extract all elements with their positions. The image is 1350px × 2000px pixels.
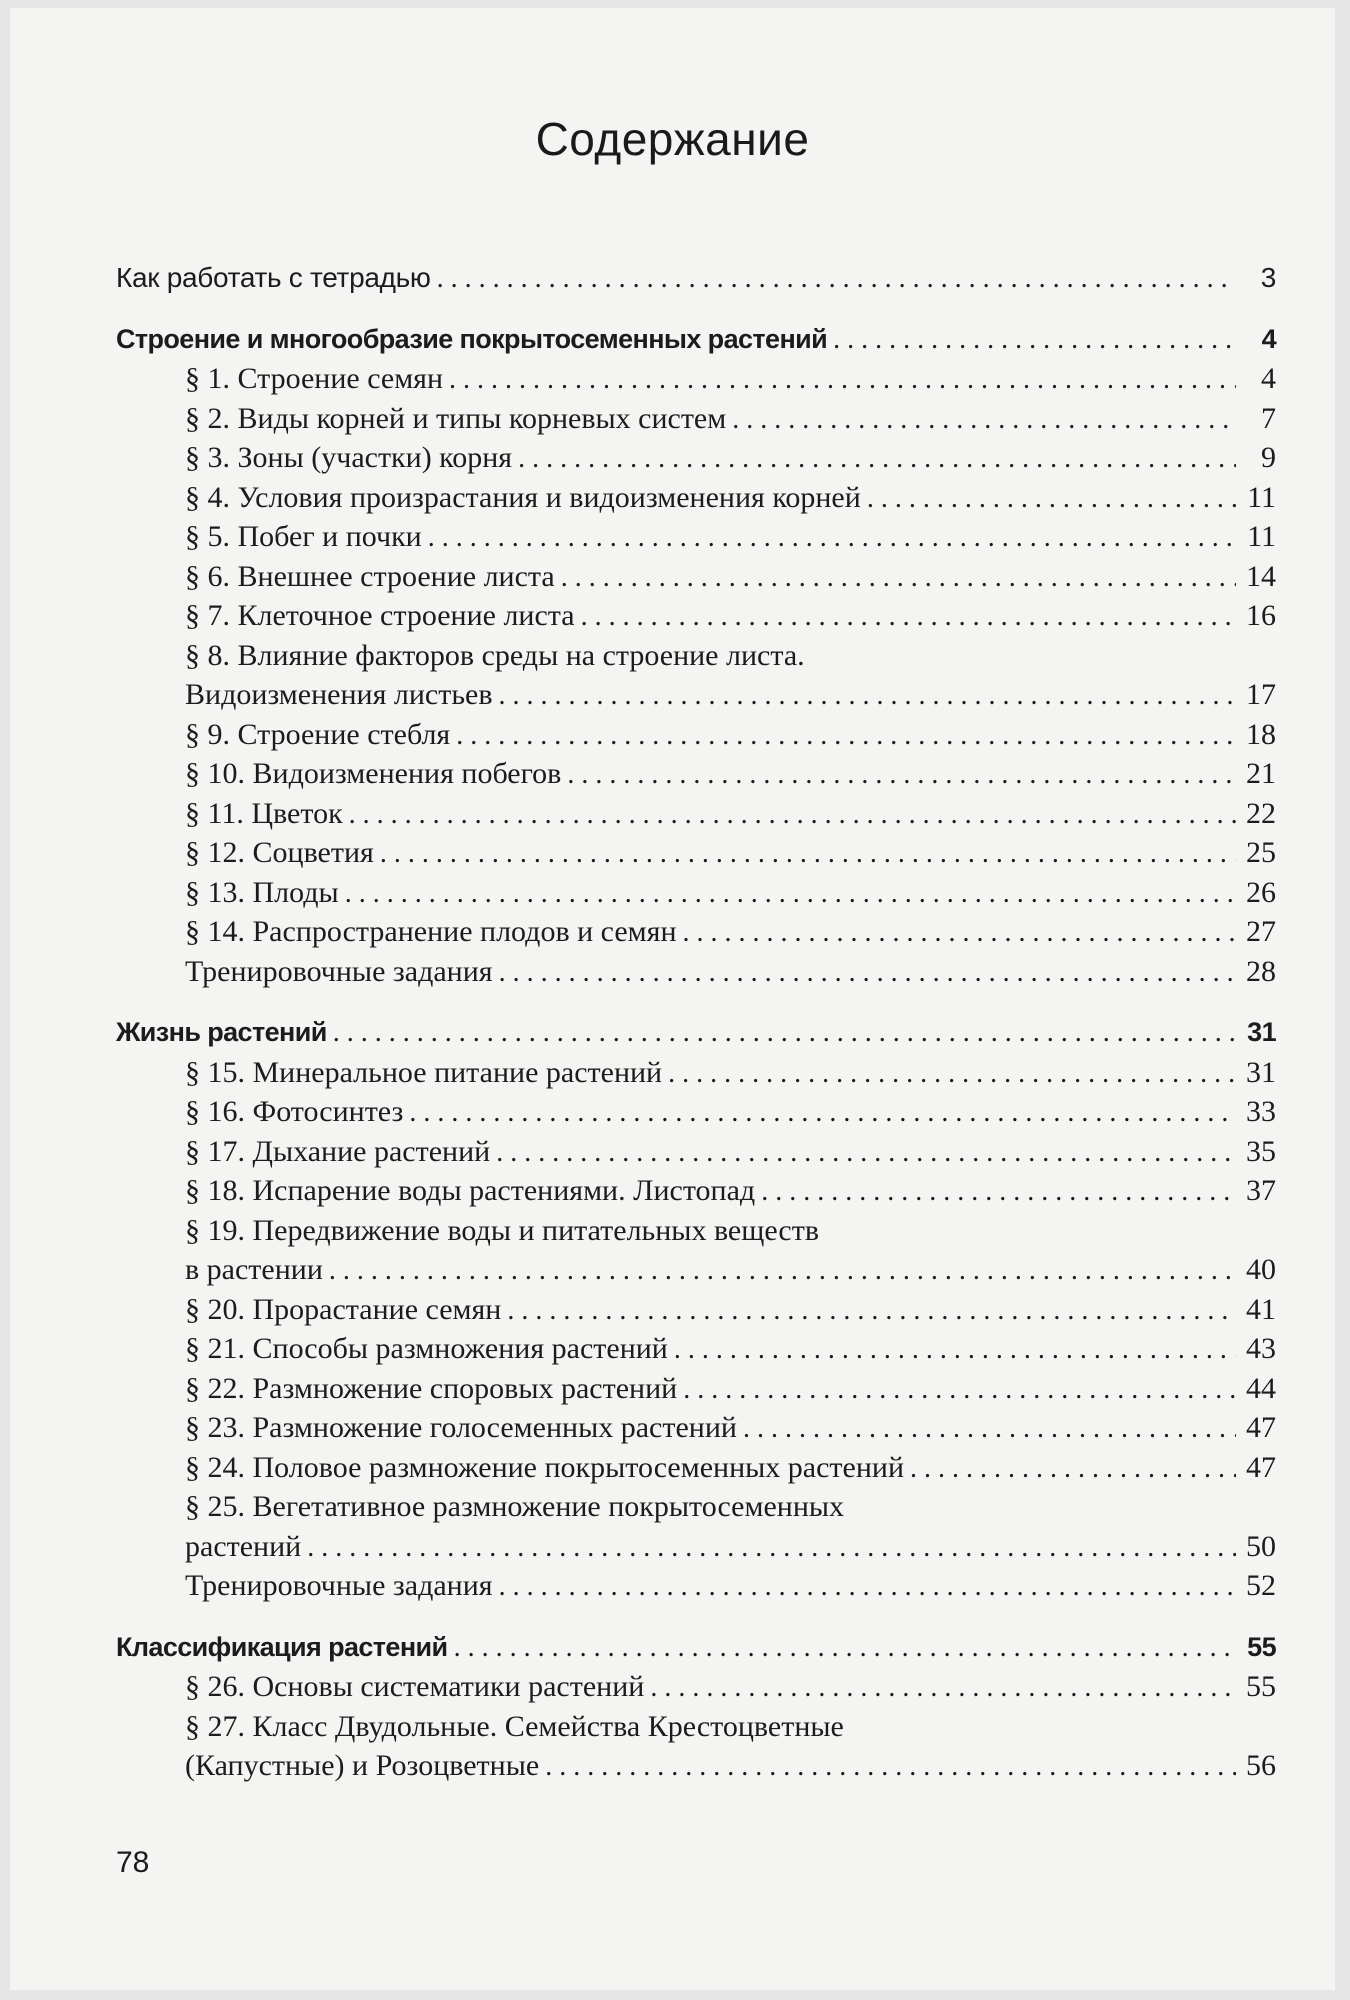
leader-dots [561,558,1236,598]
toc-entry[interactable] [116,1092,1276,1132]
toc-entry-page: 35 [1246,1134,1276,1168]
leader-dots [507,1291,1236,1331]
toc-entry-page: 21 [1246,757,1276,790]
leader-dots [518,439,1236,479]
leader-dots [650,1668,1236,1708]
leader-dots [867,479,1236,519]
toc-entry-continuation[interactable] [116,1746,1276,1786]
leader-dots [833,320,1236,360]
toc-entry-text: § 24. Половое размножение покрытосеменных растений [185,1450,905,1484]
toc-entry-page: 31 [1246,1055,1276,1089]
toc-entry-text: § 7. Клеточное строение листа [185,599,575,632]
toc-entry-text: § 27. Класс Двудольные. Семейства Крестоцветные [185,1709,844,1743]
toc-entry[interactable] [116,1211,1276,1251]
toc-entry-page: 17 [1246,678,1276,711]
section-heading-text: Строение и многообразие покрытосеменных растений [116,323,828,354]
toc-entry-text: § 12. Соцветия [185,836,374,869]
toc-entry[interactable] [116,715,1276,755]
toc-entry-text: § 22. Размножение споровых растений [185,1371,678,1405]
page-number: 78 [116,1846,150,1879]
toc-entry[interactable] [116,1132,1276,1172]
toc-entry[interactable] [116,596,1276,636]
toc-entry-page: 22 [1246,796,1276,830]
toc-entry-text: Тренировочные задания [185,1569,493,1602]
section-heading-page: 31 [1247,1017,1276,1047]
toc-entry-text: § 10. Видоизменения побегов [185,757,562,790]
toc-entry-text: § 1. Строение семян [185,362,444,395]
toc-entry[interactable] [116,1707,1276,1747]
toc-entry-page: 14 [1246,559,1276,593]
toc-entry-text: § 19. Передвижение воды и питательных веществ [185,1213,819,1247]
leader-dots [683,1370,1236,1410]
toc-entry-text: в растении [185,1253,323,1286]
toc-entry-text: § 4. Условия произрастания и видоизменения корней [185,480,861,514]
leader-dots [456,716,1236,756]
leader-dots [496,1133,1236,1173]
leader-dots [454,1628,1236,1668]
toc-entry[interactable] [116,517,1276,557]
leader-dots [307,1528,1236,1568]
toc-entry-page: 33 [1246,1095,1276,1128]
toc-entry-text: § 21. Способы размножения растений [185,1332,668,1365]
toc-entry-text: (Капустные) и Розоцветные [185,1749,540,1782]
page-title: Содержание [535,113,810,165]
leader-dots [743,1409,1236,1449]
toc-entry-text: Тренировочные задания [185,954,493,988]
leader-dots [545,1747,1236,1787]
toc-entry-continuation[interactable] [116,1527,1276,1567]
leader-dots [349,795,1236,835]
toc-entry[interactable] [116,1329,1276,1369]
toc-entry-page: 37 [1246,1174,1276,1207]
toc-entry-text: § 16. Фотосинтез [185,1095,404,1128]
toc-entry-page: 11 [1247,480,1276,514]
leader-dots [683,913,1237,953]
toc-entry[interactable] [116,1487,1276,1527]
toc-entry-text: Как работать с тетрадью [116,262,431,293]
toc-entry-page: 27 [1246,915,1276,948]
toc-entry-page: 47 [1246,1411,1276,1444]
leader-dots [380,834,1236,874]
toc-entry-text: § 17. Дыхание растений [185,1134,491,1168]
toc-entry-continuation[interactable] [116,675,1276,715]
toc-entry[interactable] [116,399,1276,439]
toc-entry-page: 50 [1246,1529,1276,1563]
section-heading-page: 4 [1261,323,1276,354]
toc-entry[interactable] [116,1667,1276,1707]
leader-dots [499,953,1236,993]
toc-entry-text: § 20. Прорастание семян [185,1292,502,1326]
toc-entry[interactable] [116,1369,1276,1409]
toc-entry[interactable] [116,1053,1276,1093]
section-heading-text: Жизнь растений [116,1017,327,1047]
section-heading[interactable] [116,1013,1276,1053]
toc-entry-page: 28 [1246,954,1276,988]
toc-entry-text: § 14. Распространение плодов и семян [185,915,677,948]
leader-dots [674,1330,1236,1370]
leader-dots [499,1567,1236,1607]
toc-entry[interactable] [116,952,1276,992]
toc-entry[interactable] [116,636,1276,676]
toc-entry-page: 55 [1246,1670,1276,1703]
document-page [10,8,1335,1990]
toc-entry-continuation[interactable] [116,1250,1276,1290]
toc-entry-page: 40 [1246,1253,1276,1286]
toc-entry-page: 18 [1246,717,1276,751]
toc-entry[interactable] [116,873,1276,913]
toc-entry-text: § 9. Строение стебля [185,717,451,751]
section-heading-text: Классификация растений [116,1631,448,1662]
leader-dots [668,1054,1236,1094]
toc-entry[interactable] [116,557,1276,597]
leader-dots [449,360,1236,400]
leader-dots [499,676,1237,716]
leader-dots [910,1449,1236,1489]
toc-entry[interactable] [116,833,1276,873]
table-of-contents [116,258,1276,1786]
toc-entry[interactable] [116,1448,1276,1488]
toc-entry-text: Видоизменения листьев [185,678,493,711]
toc-entry-text: § 23. Размножение голосеменных растений [185,1411,737,1444]
toc-entry-text: растений [185,1529,302,1563]
section-heading[interactable] [116,320,1276,360]
toc-entry-intro[interactable] [116,258,1276,298]
toc-entry-text: § 26. Основы систематики растений [185,1670,645,1703]
toc-entry-page: 52 [1246,1569,1276,1602]
toc-entry-text: § 6. Внешнее строение листа [185,559,555,593]
toc-entry-text: § 3. Зоны (участки) корня [185,441,513,474]
toc-entry[interactable] [116,1566,1276,1606]
toc-entry-page: 56 [1246,1749,1276,1782]
toc-entry-page: 44 [1246,1371,1276,1405]
toc-entry[interactable] [116,1290,1276,1330]
toc-entry-text: § 15. Минеральное питание растений [185,1055,663,1089]
toc-entry-page: 11 [1247,520,1276,553]
toc-entry-page: 7 [1261,401,1276,435]
toc-entry-page: 3 [1260,262,1276,293]
section-heading-page: 55 [1247,1631,1276,1662]
toc-entry-text: § 18. Испарение воды растениями. Листопад [185,1174,756,1207]
toc-entry[interactable] [116,478,1276,518]
leader-dots [428,518,1236,558]
leader-dots [409,1093,1236,1133]
toc-entry-text: § 13. Плоды [185,875,339,909]
toc-entry[interactable] [116,1171,1276,1211]
toc-entry[interactable] [116,1408,1276,1448]
toc-entry-text: § 2. Виды корней и типы корневых систем [185,401,727,435]
toc-entry-page: 16 [1246,599,1276,632]
toc-entry-page: 9 [1261,441,1276,474]
leader-dots [437,259,1236,299]
toc-entry-text: § 5. Побег и почки [185,520,422,553]
toc-entry-page: 26 [1246,875,1276,909]
leader-dots [581,597,1236,637]
toc-entry-page: 43 [1246,1332,1276,1365]
leader-dots [732,400,1236,440]
toc-entry-page: 4 [1261,362,1276,395]
toc-entry-text: § 8. Влияние факторов среды на строение листа. [185,638,805,672]
section-heading[interactable] [116,1628,1276,1668]
leader-dots [567,755,1236,795]
toc-entry[interactable] [116,359,1276,399]
toc-entry[interactable] [116,794,1276,834]
leader-dots [761,1172,1236,1212]
toc-entry[interactable] [116,912,1276,952]
toc-entry-text: § 11. Цветок [185,796,343,830]
toc-entry-page: 25 [1246,836,1276,869]
leader-dots [345,874,1236,914]
toc-entry[interactable] [116,438,1276,478]
leader-dots [333,1013,1236,1053]
toc-entry[interactable] [116,754,1276,794]
toc-entry-page: 47 [1246,1450,1276,1484]
toc-entry-page: 41 [1246,1292,1276,1326]
leader-dots [329,1251,1236,1291]
toc-entry-text: § 25. Вегетативное размножение покрытосеменных [185,1490,845,1523]
